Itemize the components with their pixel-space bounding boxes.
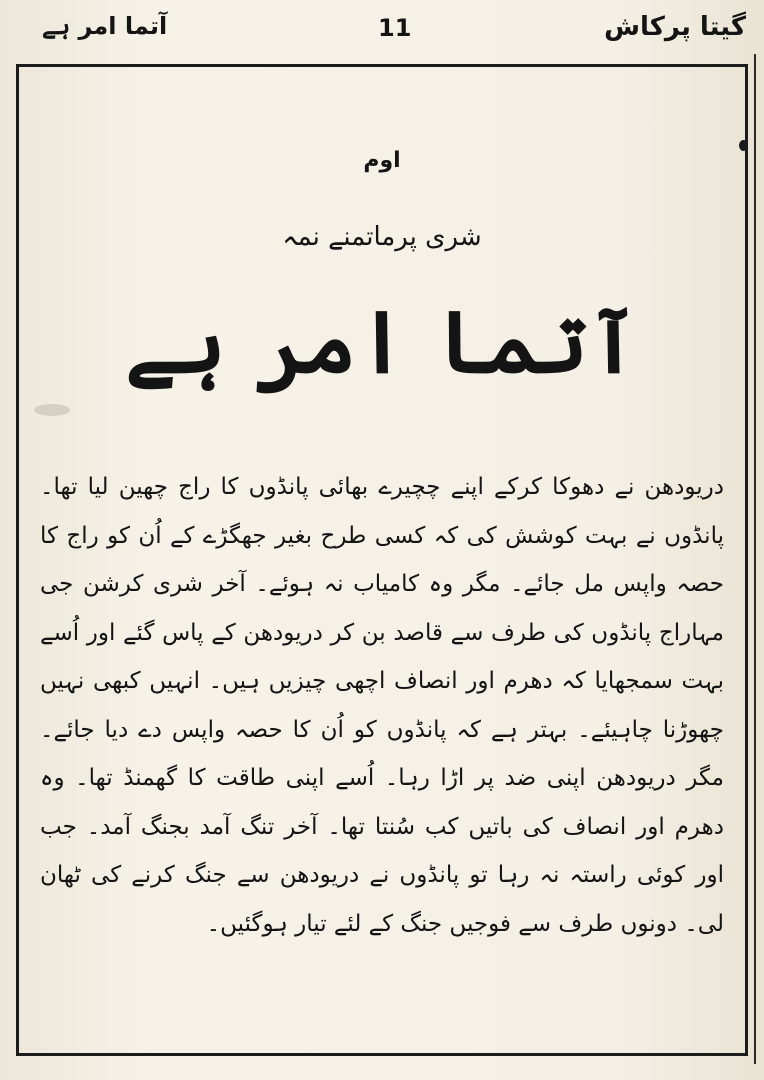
om-invocation: اوم (363, 148, 401, 173)
header-chapter-title: آتما امر ہے (42, 12, 168, 40)
body-paragraph: دریودھن نے دھوکا کرکے اپنے چچیرے بھائی پانڈوں کا راج چھین لیا تھا۔ پانڈوں نے بہت کوشش کی کہ کسی طرح بغیر جھگڑے کے اُن کو راج کا حصہ واپس مل جائے۔ مگر وہ کامیاب نہ ہوئے۔ آخر شری کرشن جی مہاراج پانڈوں کی طرف سے قاصد بن کر دریودھن کے پاس گئے اور اُسے بہت سمجھایا کہ دھرم اور انصاف اچھی چیزیں ہیں۔ انہیں کبھی نہیں چھوڑنا چاہیئے۔ بہتر ہے کہ پانڈوں کو اُن کا حصہ واپس دے دیا جائے۔ مگر دریودھن اپنی ضد پر اڑا رہا۔ اُسے اپنی طاقت کا گھمنڈ تھا۔ وہ دھرم اور انصاف کی باتیں کب سُنتا تھا۔ آخر تنگ آمد بجنگ آمد۔ جب اور کوئی راستہ نہ رہا تو پانڈوں نے دریودھن سے جنگ کرنے کی ٹھان لی۔ دونوں طرف سے فوجیں جنگ کے لئے تیار ہوگئیں۔ (40, 474, 724, 937)
page-edge-line (754, 54, 756, 1064)
paper-smudge (34, 404, 70, 416)
chapter-title: آتما امر ہے (125, 292, 639, 393)
invocation-line: شری پرماتمنے نمہ (282, 222, 482, 252)
page-number: 11 (378, 14, 412, 42)
running-header (0, 12, 764, 52)
header-book-title: گیتا پرکاش (604, 12, 746, 42)
